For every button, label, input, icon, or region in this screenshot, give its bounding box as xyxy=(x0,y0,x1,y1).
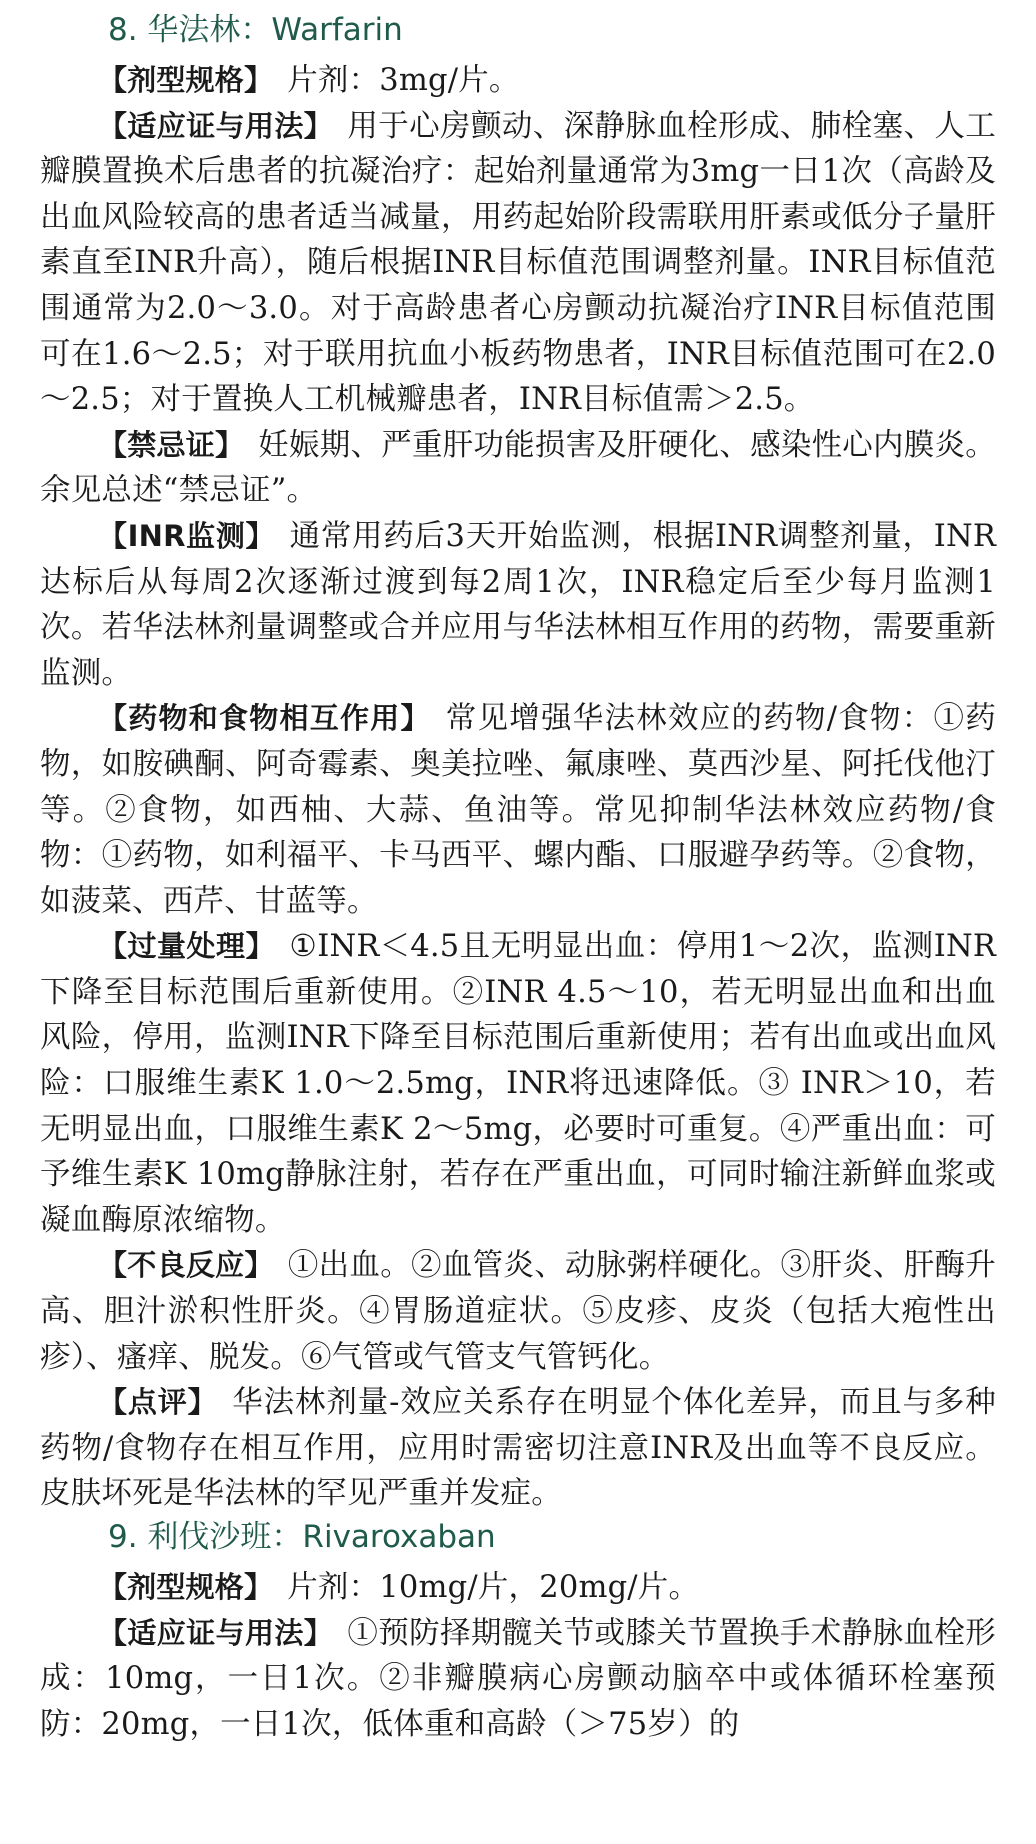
section-rivaroxaban xyxy=(40,1519,996,1747)
section-title: 8. 华法林：Warfarin xyxy=(108,12,403,48)
paragraph-label: 【不良反应】 xyxy=(98,1248,274,1283)
paragraph-text: 用于心房颤动、深静脉血栓形成、肺栓塞、人工瓣膜置换术后患者的抗凝治疗：起始剂量通常为3mg一日1次（高龄及出血风险较高的患者适当减量，用药起始阶段需联用肝素或低分子量肝素直至INR升高），随后根据INR目标值范围调整剂量。INR目标值范围通常为2.0～3.0。对于高龄患者心房颤动抗凝治疗INR目标值范围可在1.6～2.5；对于联用抗血小板药物患者，INR目标值范围可在2.0～2.5；对于置换人工机械瓣患者，INR目标值需＞2.5。 xyxy=(40,108,996,418)
section-warfarin xyxy=(40,12,996,1517)
paragraph-label: 【禁忌证】 xyxy=(98,427,245,462)
paragraph-inr-monitoring xyxy=(40,514,996,696)
paragraph-text: ①INR＜4.5且无明显出血：停用1～2次，监测INR下降至目标范围后重新使用。②INR 4.5～10，若无明显出血和出血风险，停用，监测INR下降至目标范围后重新使用；若有出血或出血风险：口服维生素K 1.0～2.5mg，INR将迅速降低。③ INR＞10，若无明显出血，口服维生素K 2～5mg，必要时可重复。④严重出血：可予维生素K 10mg静脉注射，若存在严重出血，可同时输注新鲜血浆或凝血酶原浓缩物。 xyxy=(40,929,997,1238)
paragraph-indications xyxy=(40,1611,996,1748)
paragraph-text: ①预防择期髋关节或膝关节置换手术静脉血栓形成：10mg，一日1次。②非瓣膜病心房颤动脑卒中或体循环栓塞预防：20mg，一日1次，低体重和高龄（＞75岁）的 xyxy=(40,1615,996,1742)
paragraph-interactions xyxy=(40,696,996,924)
paragraph-text: 片剂：3mg/片。 xyxy=(287,63,520,98)
paragraph-text: 片剂：10mg/片，20mg/片。 xyxy=(287,1570,700,1605)
paragraph-label: 【剂型规格】 xyxy=(98,63,274,97)
paragraph-text: ①出血。②血管炎、动脉粥样硬化。③肝炎、肝酶升高、胆汁淤积性肝炎。④胃肠道症状。⑤皮疹、皮炎（包括大疱性出疹）、瘙痒、脱发。⑥气管或气管支气管钙化。 xyxy=(40,1248,996,1375)
paragraph-indications xyxy=(40,104,996,423)
paragraph-overdose xyxy=(40,924,996,1243)
paragraph-label: 【药物和食物相互作用】 xyxy=(98,701,431,736)
paragraph-text: 妊娠期、严重肝功能损害及肝硬化、感染性心内膜炎。余见总述“禁忌证”。 xyxy=(40,427,996,509)
paragraph-comment xyxy=(40,1380,996,1517)
paragraph-label: 【剂型规格】 xyxy=(98,1570,274,1604)
paragraph-text: 华法林剂量-效应关系存在明显个体化差异，而且与多种药物/食物存在相互作用，应用时需密切注意INR及出血等不良反应。皮肤坏死是华法林的罕见严重并发症。 xyxy=(40,1385,996,1512)
paragraph-label: 【适应证与用法】 xyxy=(98,108,334,143)
paragraph-label: 【适应证与用法】 xyxy=(98,1615,334,1650)
paragraph-text: 常见增强华法林效应的药物/食物：①药物，如胺碘酮、阿奇霉素、奥美拉唑、氟康唑、莫西沙星、阿托伐他汀等。②食物，如西柚、大蒜、鱼油等。常见抑制华法林效应药物/食物：①药物，如利福平、卡马西平、螺内酯、口服避孕药等。②食物，如菠菜、西芹、甘蓝等。 xyxy=(40,701,997,919)
paragraph-contraindications xyxy=(40,423,996,514)
paragraph-dosage-form xyxy=(40,1565,996,1611)
paragraph-adverse-reactions xyxy=(40,1243,996,1380)
paragraph-label: 【过量处理】 xyxy=(98,929,276,964)
section-title: 9. 利伐沙班：Rivaroxaban xyxy=(108,1519,496,1555)
paragraph-text: 通常用药后3天开始监测，根据INR调整剂量，INR达标后从每周2次逐渐过渡到每2周1次，INR稳定后至少每月监测1次。若华法林剂量调整或合并应用与华法林相互作用的药物，需要重新监测。 xyxy=(40,518,996,691)
paragraph-label: 【点评】 xyxy=(98,1385,218,1420)
paragraph-label: 【INR监测】 xyxy=(98,518,276,553)
paragraph-dosage-form xyxy=(40,58,996,104)
